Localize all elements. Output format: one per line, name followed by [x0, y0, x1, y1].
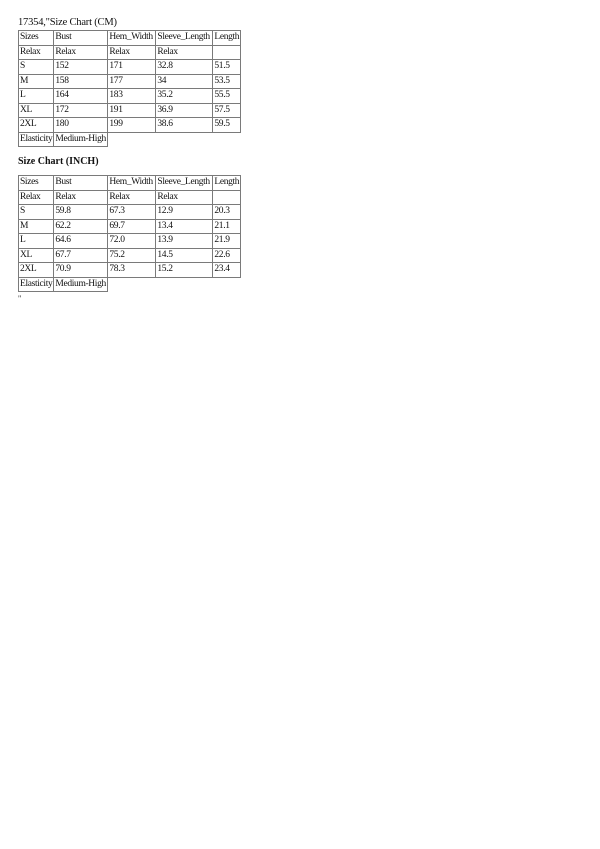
value-cell: 15.2: [156, 263, 213, 278]
header-cell: Bust: [54, 31, 108, 46]
value-cell: 180: [54, 118, 108, 133]
value-cell: 62.2: [54, 220, 108, 235]
table-row: [19, 118, 241, 133]
table-row: [19, 234, 241, 249]
header-cell: Sizes: [19, 176, 54, 191]
empty-cell: [213, 278, 241, 293]
value-cell: 183: [108, 89, 156, 104]
value-cell: 59.5: [213, 118, 241, 133]
value-cell: 199: [108, 118, 156, 133]
value-cell: 70.9: [54, 263, 108, 278]
table-header-row: [19, 31, 241, 46]
size-cell: 2XL: [19, 118, 54, 133]
fit-cell: [213, 46, 241, 61]
fit-cell: [213, 191, 241, 206]
empty-cell: [108, 278, 156, 293]
value-cell: 53.5: [213, 75, 241, 90]
size-cell: L: [19, 89, 54, 104]
empty-cell: [156, 278, 213, 293]
value-cell: 75.2: [108, 249, 156, 264]
value-cell: 171: [108, 60, 156, 75]
header-cell: Length: [213, 176, 241, 191]
fit-cell: Relax: [19, 191, 54, 206]
fit-cell: Relax: [54, 46, 108, 61]
value-cell: 158: [54, 75, 108, 90]
value-cell: 172: [54, 104, 108, 119]
value-cell: 13.4: [156, 220, 213, 235]
elasticity-label: Elasticity: [19, 278, 54, 293]
header-cell: Sleeve_Length: [156, 31, 213, 46]
value-cell: 72.0: [108, 234, 156, 249]
value-cell: 14.5: [156, 249, 213, 264]
fit-cell: Relax: [19, 46, 54, 61]
table-row: [19, 104, 241, 119]
header-cell: Sizes: [19, 31, 54, 46]
value-cell: 67.3: [108, 205, 156, 220]
table-row: [19, 60, 241, 75]
value-cell: 67.7: [54, 249, 108, 264]
document-body: [18, 16, 241, 303]
size-cell: M: [19, 75, 54, 90]
table-header-row: [19, 176, 241, 191]
elasticity-row: [19, 278, 241, 293]
value-cell: 12.9: [156, 205, 213, 220]
header-cell: Bust: [54, 176, 108, 191]
value-cell: 55.5: [213, 89, 241, 104]
table-row: [19, 263, 241, 278]
value-cell: 57.5: [213, 104, 241, 119]
value-cell: 34: [156, 75, 213, 90]
value-cell: 32.8: [156, 60, 213, 75]
size-chart-cm-title: 17354,"Size Chart (CM): [18, 17, 117, 28]
value-cell: 152: [54, 60, 108, 75]
size-cell: 2XL: [19, 263, 54, 278]
elasticity-value: Medium-High: [54, 278, 108, 293]
header-cell: Length: [213, 31, 241, 46]
table-row: [19, 249, 241, 264]
value-cell: 177: [108, 75, 156, 90]
value-cell: 36.9: [156, 104, 213, 119]
size-cell: S: [19, 205, 54, 220]
table-row: [19, 205, 241, 220]
fit-cell: Relax: [108, 46, 156, 61]
fit-row: [19, 46, 241, 61]
elasticity-row: [19, 133, 241, 148]
header-cell: Hem_Width: [108, 31, 156, 46]
fit-cell: Relax: [156, 191, 213, 206]
size-chart-inch-table: [18, 175, 241, 292]
value-cell: 69.7: [108, 220, 156, 235]
empty-cell: [156, 133, 213, 148]
table-row: [19, 220, 241, 235]
value-cell: 78.3: [108, 263, 156, 278]
value-cell: 21.1: [213, 220, 241, 235]
value-cell: 20.3: [213, 205, 241, 220]
value-cell: 13.9: [156, 234, 213, 249]
elasticity-value: Medium-High: [54, 133, 108, 148]
header-cell: Sleeve_Length: [156, 176, 213, 191]
header-cell: Hem_Width: [108, 176, 156, 191]
empty-cell: [213, 133, 241, 148]
size-chart-cm-table: [18, 30, 241, 147]
value-cell: 59.8: [54, 205, 108, 220]
value-cell: 191: [108, 104, 156, 119]
value-cell: 164: [54, 89, 108, 104]
value-cell: 38.6: [156, 118, 213, 133]
fit-row: [19, 191, 241, 206]
value-cell: 21.9: [213, 234, 241, 249]
fit-cell: Relax: [54, 191, 108, 206]
size-chart-inch-title: Size Chart (INCH): [18, 156, 99, 167]
elasticity-label: Elasticity: [19, 133, 54, 148]
value-cell: 35.2: [156, 89, 213, 104]
value-cell: 23.4: [213, 263, 241, 278]
size-cell: XL: [19, 104, 54, 119]
size-cell: XL: [19, 249, 54, 264]
size-cell: M: [19, 220, 54, 235]
size-cell: L: [19, 234, 54, 249]
value-cell: 22.6: [213, 249, 241, 264]
empty-cell: [108, 133, 156, 148]
fit-cell: Relax: [108, 191, 156, 206]
fit-cell: Relax: [156, 46, 213, 61]
value-cell: 64.6: [54, 234, 108, 249]
size-cell: S: [19, 60, 54, 75]
table-row: [19, 89, 241, 104]
value-cell: 51.5: [213, 60, 241, 75]
trailing-quote-mark: ": [18, 294, 22, 303]
table-row: [19, 75, 241, 90]
